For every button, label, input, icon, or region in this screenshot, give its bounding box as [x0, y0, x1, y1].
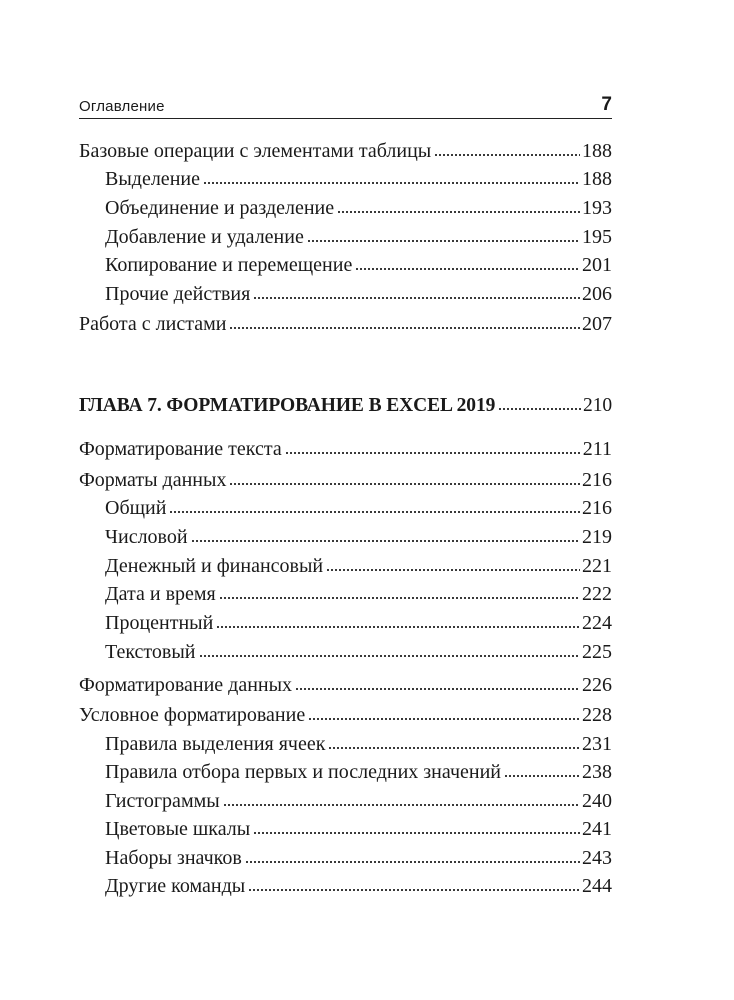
toc-entry-title: Цветовые шкалы	[105, 818, 251, 840]
toc-subentry	[105, 730, 612, 758]
toc-entry-title: Числовой	[105, 526, 188, 548]
toc-subentry	[105, 609, 612, 637]
dot-leader	[355, 265, 580, 271]
dot-leader	[498, 405, 581, 411]
toc-entry-title: Гистограммы	[105, 790, 220, 812]
toc-entry-title: Другие команды	[105, 875, 246, 897]
toc-entry-title: Денежный и финансовый	[105, 555, 324, 577]
dot-leader	[216, 623, 580, 629]
toc-entry-title: Базовые операции с элементами таблицы	[79, 140, 432, 162]
toc-entry	[79, 137, 612, 165]
toc-chapter-heading	[79, 392, 612, 420]
toc-entry-page: 216	[582, 469, 612, 491]
toc-entry-title: Форматы данных	[79, 469, 227, 491]
dot-leader	[199, 652, 581, 658]
toc-entry-page: 195	[582, 226, 612, 248]
toc-entry-title: Прочие действия	[105, 283, 251, 305]
toc-entry-page: 219	[582, 526, 612, 548]
toc-entry-page: 211	[582, 438, 612, 460]
dot-leader	[326, 566, 580, 572]
dot-leader	[229, 324, 580, 330]
dot-leader	[253, 294, 580, 300]
dot-leader	[203, 179, 580, 185]
header-title: Оглавление	[79, 98, 165, 115]
dot-leader	[169, 508, 580, 514]
dot-leader	[285, 449, 581, 455]
toc-entry-page: 244	[582, 875, 612, 897]
toc-subentry	[105, 251, 612, 279]
toc-entry	[79, 701, 612, 729]
toc-subentry	[105, 787, 612, 815]
toc-entry-title: Текстовый	[105, 641, 196, 663]
toc-subentry	[105, 844, 612, 872]
toc-entry-page: 210	[583, 395, 612, 416]
toc-entry-title: Наборы значков	[105, 847, 242, 869]
toc-entry-page: 224	[582, 612, 612, 634]
toc-entry-page: 238	[582, 761, 612, 783]
toc-entry-title: Форматирование текста	[79, 438, 282, 460]
toc-subentry	[105, 638, 612, 666]
toc-entry-title: Форматирование данных	[79, 674, 293, 696]
dot-leader	[191, 537, 580, 543]
dot-leader	[504, 772, 580, 778]
dot-leader	[328, 744, 580, 750]
toc-entry-page: 201	[582, 254, 612, 276]
dot-leader	[337, 208, 580, 214]
toc-entry	[79, 310, 612, 338]
toc-entry-title: Процентный	[105, 612, 214, 634]
toc-subentry	[105, 815, 612, 843]
toc-entry-title: Правила выделения ячеек	[105, 733, 326, 755]
dot-leader	[295, 685, 580, 691]
toc-entry-page: 221	[582, 555, 612, 577]
toc-entry-page: 226	[582, 674, 612, 696]
dot-leader	[223, 801, 580, 807]
toc-entry-page: 241	[582, 818, 612, 840]
dot-leader	[253, 829, 580, 835]
toc-entry-page: 240	[582, 790, 612, 812]
toc-subentry	[105, 523, 612, 551]
toc-entry-title: Условное форматирование	[79, 704, 306, 726]
dot-leader	[308, 715, 580, 721]
toc-entry-title: Выделение	[105, 168, 200, 190]
toc-subentry	[105, 223, 612, 251]
toc-entry-title: Общий	[105, 497, 167, 519]
toc-subentry	[105, 580, 612, 608]
toc-entry-page: 193	[582, 197, 612, 219]
toc-entry	[79, 435, 612, 463]
toc-subentry	[105, 872, 612, 900]
toc-entry-page: 231	[582, 733, 612, 755]
toc-entry-title: Добавление и удаление	[105, 226, 304, 248]
toc-subentry	[105, 280, 612, 308]
toc-entry-page: 206	[582, 283, 612, 305]
dot-leader	[248, 886, 580, 892]
toc-subentry	[105, 552, 612, 580]
toc-subentry	[105, 758, 612, 786]
toc-subentry	[105, 494, 612, 522]
toc-subentry	[105, 165, 612, 193]
toc-entry-title: Работа с листами	[79, 313, 227, 335]
toc-entry-title: Копирование и перемещение	[105, 254, 353, 276]
toc-subentry	[105, 194, 612, 222]
dot-leader	[434, 151, 580, 157]
header-page-number: 7	[601, 94, 612, 115]
table-of-contents	[79, 0, 612, 1000]
dot-leader	[245, 858, 580, 864]
dot-leader	[219, 594, 580, 600]
toc-entry-page: 216	[582, 497, 612, 519]
dot-leader	[229, 480, 580, 486]
toc-entry-page: 222	[582, 583, 612, 605]
toc-entry-title: Объединение и разделение	[105, 197, 335, 219]
toc-entry	[79, 671, 612, 699]
toc-entry-page: 207	[582, 313, 612, 335]
toc-entry-page: 228	[582, 704, 612, 726]
toc-entry-title: Дата и время	[105, 583, 216, 605]
toc-entry-page: 188	[582, 140, 612, 162]
toc-entry-page: 225	[582, 641, 612, 663]
toc-entry-page: 243	[582, 847, 612, 869]
dot-leader	[307, 237, 580, 243]
toc-entry-page: 188	[582, 168, 612, 190]
toc-entry	[79, 466, 612, 494]
toc-entry-title: Правила отбора первых и последних значений	[105, 761, 501, 783]
toc-chapter-title: ГЛАВА 7. ФОРМАТИРОВАНИЕ В EXCEL 2019	[79, 395, 496, 416]
